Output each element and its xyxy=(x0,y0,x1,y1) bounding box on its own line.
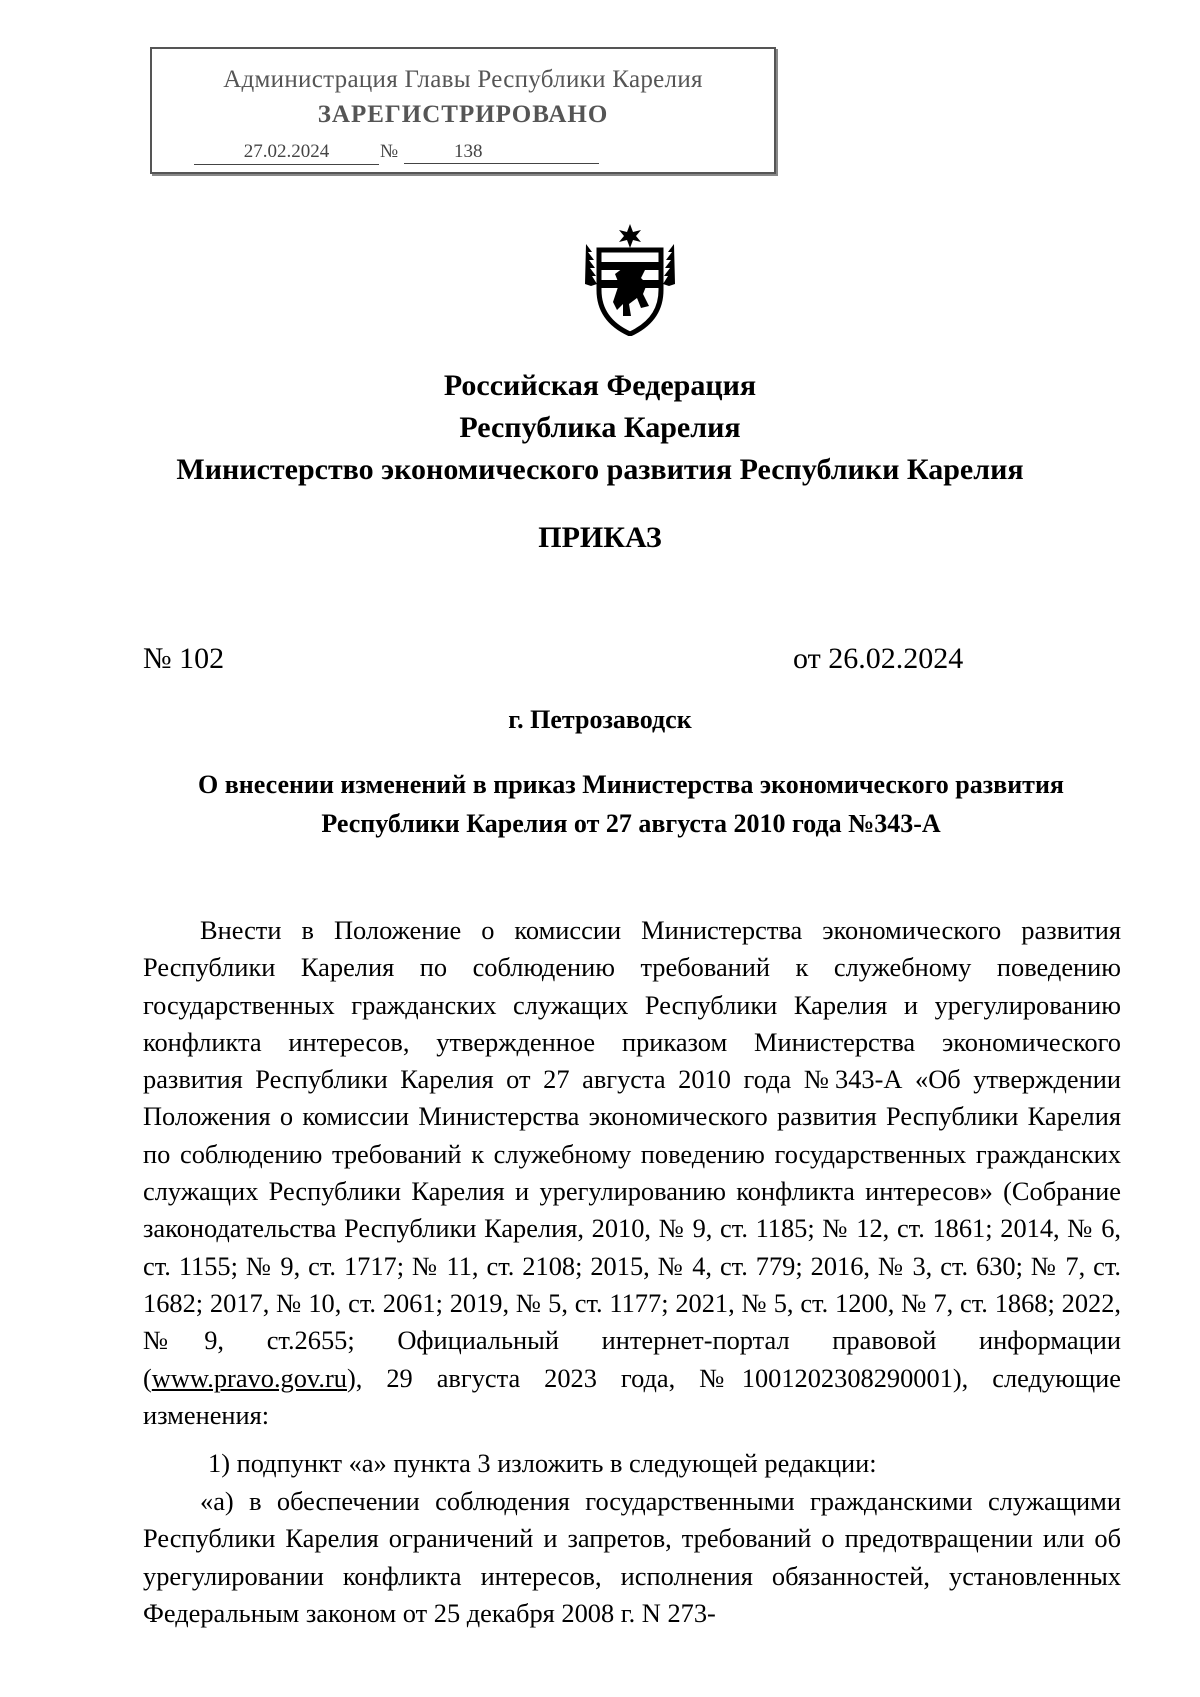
stamp-status: ЗАРЕГИСТРИРОВАНО xyxy=(317,101,609,128)
header-country: Российская Федерация xyxy=(443,369,757,402)
order-number: № 102 xyxy=(143,642,225,675)
karelia-coat-of-arms-icon xyxy=(583,224,677,336)
stamp-number-sign: № xyxy=(380,141,399,162)
body-paragraph-2: 1) подпункт «а» пункта 3 изложить в следующей редакции: xyxy=(208,1448,877,1478)
pravo-gov-link[interactable]: www.pravo.gov.ru xyxy=(151,1362,347,1393)
subject-line-1: О внесении изменений в приказ Министерства экономического развития xyxy=(197,770,1064,799)
body-p1-tail: ), 29 августа 2023 года, №1001202308290001), следующие изменения: xyxy=(143,1362,1121,1430)
body-paragraph-1 xyxy=(143,912,1121,1434)
body-p1-text: Внести в Положение о комиссии Министерства экономического развития Республики Карелия по соблюдению требований к служебному поведению государственных гражданских служащих Республики Карелия и урегулированию конфликта интересов, утвержденное приказом Министерства экономического развития Республики Карелия от 27 августа 2010 года №343-А «Об утверждении Положения о комиссии Министерства экономического развития Республики Карелия по соблюдению требований к служебному поведению государственных гражданских служащих Республики Карелия и урегулированию конфликта интересов» (Собрание законодательства Республики Карелия, 2010, № 9, ст. 1185; № 12, ст. 1861; 2014, № 6, ст. 1155; № 9, ст. 1717; № 11, ст. 2108; 2015, № 4, ст. 779; 2016, № 3, ст. 630; № 7, ст. 1682; 2017, № 10, ст. 2061; 2019, № 5, ст. 1177; 2021, № 5, ст. 1200, № 7, ст. 1868; 2022, №9, ст.2655; Официальный интернет-портал правовой информации ( xyxy=(143,915,1121,1393)
header-republic: Республика Карелия xyxy=(459,411,741,444)
subject-line-2: Республики Карелия от 27 августа 2010 года №343-А xyxy=(321,809,941,838)
order-date: от 26.02.2024 xyxy=(793,642,964,675)
stamp-number: 138 xyxy=(404,141,599,164)
stamp-date: 27.02.2024 xyxy=(194,141,379,165)
order-city: г. Петрозаводск xyxy=(508,705,692,734)
stamp-authority: Администрация Главы Республики Карелия xyxy=(223,66,703,93)
order-subject xyxy=(150,765,1112,843)
header-ministry: Министерство экономического развития Республики Карелия xyxy=(176,453,1024,486)
body-paragraph-3: «а) в обеспечении соблюдения государственными гражданскими служащими Республики Карелия ограничений и запретов, требований о предотвращении или об урегулировании конфликта интересов, исполнения обязанностей, установленных Федеральным законом от 25 декабря 2008 г. N 273- xyxy=(143,1486,1121,1628)
document-type: ПРИКАЗ xyxy=(538,521,662,554)
registration-stamp xyxy=(150,47,776,174)
